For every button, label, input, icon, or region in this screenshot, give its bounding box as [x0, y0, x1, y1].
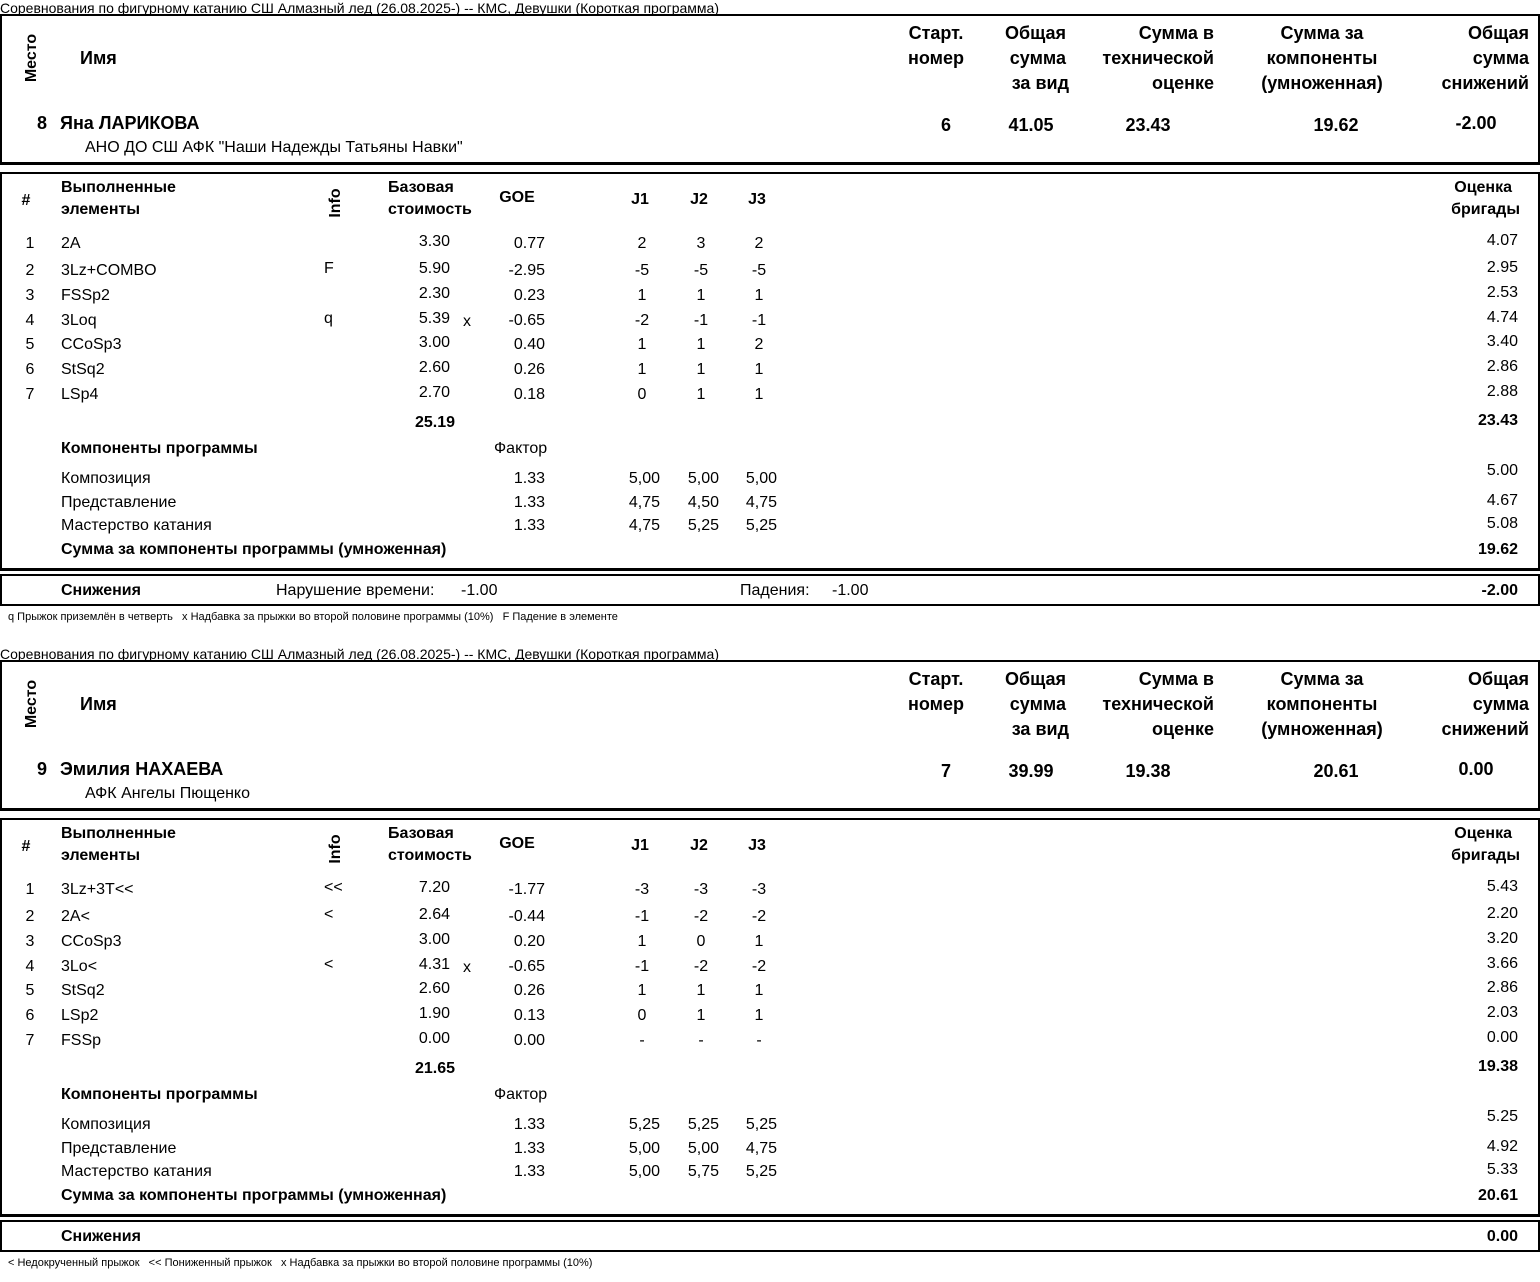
- judge-score: 1: [637, 336, 647, 353]
- element-panel-score: 3.20: [1486, 930, 1518, 947]
- component-score: 4.67: [1486, 492, 1518, 509]
- element-base-value: 3.00: [418, 931, 450, 948]
- element-goe: -0.65: [508, 958, 545, 975]
- judge-score: -3: [634, 881, 650, 898]
- element-goe: -0.44: [508, 908, 545, 925]
- total-score: 41.05: [1008, 115, 1054, 135]
- judge-score: -3: [751, 881, 767, 898]
- deductions-header: Общая: [1467, 669, 1529, 689]
- component-judge-score: 5,00: [745, 470, 777, 487]
- judge-score: 1: [696, 982, 706, 999]
- elements-header: элементы: [61, 201, 140, 218]
- element-base-value: 2.60: [418, 980, 450, 997]
- start-number-header: номер: [908, 48, 964, 68]
- element-number: 1: [25, 881, 35, 898]
- legend: q Прыжок приземлён в четверть x Надбавка за прыжки во второй половине программы (10%) F Падение в элементе: [8, 611, 618, 623]
- element-base-value: 2.70: [418, 384, 450, 401]
- num-header: #: [21, 838, 31, 855]
- panel-header: Оценка: [1454, 825, 1512, 842]
- judge-header: J3: [748, 191, 766, 208]
- element-number: 2: [25, 908, 35, 925]
- info-header: Info: [327, 188, 344, 218]
- start-number: 7: [940, 761, 952, 781]
- tes-header: Сумма в: [1138, 23, 1214, 43]
- judge-score: -2: [693, 958, 709, 975]
- element-number: 3: [25, 933, 35, 950]
- element-bonus-mark: x: [463, 959, 471, 976]
- deductions-header: сумма: [1472, 694, 1529, 714]
- element-base-value: 1.90: [418, 1005, 450, 1022]
- judge-score: 1: [637, 361, 647, 378]
- element-panel-score: 2.20: [1486, 905, 1518, 922]
- judge-score: 1: [696, 386, 706, 403]
- element-goe: 0.26: [513, 361, 545, 378]
- element-info: q: [324, 310, 333, 327]
- total-score-header: за вид: [1011, 719, 1069, 739]
- elements-header: Выполненные: [61, 179, 176, 196]
- judge-header: J3: [748, 837, 766, 854]
- club: АФК Ангелы Пющенко: [85, 785, 251, 802]
- component-judge-score: 5,00: [628, 1163, 660, 1180]
- judge-score: 1: [696, 1007, 706, 1024]
- component-score: 5.33: [1486, 1161, 1518, 1178]
- total-score-header: Общая: [1004, 23, 1066, 43]
- element-name: StSq2: [61, 982, 105, 999]
- element-goe: 0.00: [513, 1032, 545, 1049]
- element-goe: -2.95: [508, 262, 545, 279]
- element-name: 2A: [61, 235, 81, 252]
- element-panel-score: 0.00: [1486, 1029, 1518, 1046]
- tes-header: технической: [1102, 48, 1214, 68]
- element-number: 4: [25, 312, 35, 329]
- judge-score: -5: [634, 262, 650, 279]
- pcs-header: компоненты: [1266, 48, 1378, 68]
- component-name: Мастерство катания: [61, 1163, 212, 1180]
- judge-score: 1: [696, 361, 706, 378]
- tes-header: технической: [1102, 694, 1214, 714]
- component-factor: 1.33: [513, 517, 545, 534]
- element-number: 6: [25, 361, 35, 378]
- pcs-score: 19.62: [1313, 115, 1359, 135]
- element-bonus-mark: x: [463, 313, 471, 330]
- judge-score: -2: [693, 908, 709, 925]
- header-box: [0, 14, 1540, 165]
- rank: 9: [36, 759, 47, 779]
- element-goe: 0.77: [513, 235, 545, 252]
- judge-header: J1: [631, 837, 649, 854]
- element-panel-score: 2.03: [1486, 1004, 1518, 1021]
- judge-header: J1: [631, 191, 649, 208]
- element-number: 1: [25, 235, 35, 252]
- component-name: Представление: [61, 1140, 177, 1157]
- component-judge-score: 5,00: [628, 1140, 660, 1157]
- deduction-value: -1.00: [832, 582, 869, 599]
- deductions-label: Снижения: [61, 1228, 141, 1245]
- judge-header: J2: [690, 191, 708, 208]
- component-judge-score: 5,00: [687, 1140, 719, 1157]
- element-panel-score: 5.43: [1486, 878, 1518, 895]
- element-panel-score: 2.53: [1486, 284, 1518, 301]
- deductions-header: Общая: [1467, 23, 1529, 43]
- legend: < Недокрученный прыжок << Пониженный прыжок x Надбавка за прыжки во второй половине программы (10%): [8, 1257, 593, 1269]
- judge-score: 1: [754, 361, 764, 378]
- judge-score: -1: [634, 958, 650, 975]
- element-panel-score: 2.86: [1486, 979, 1518, 996]
- judge-score: 1: [754, 982, 764, 999]
- pcs-header: (умноженная): [1261, 719, 1383, 739]
- element-number: 5: [25, 336, 35, 353]
- element-name: 2A<: [61, 908, 90, 925]
- element-base-value: 5.39: [418, 310, 450, 327]
- judge-score: 2: [637, 235, 647, 252]
- component-score: 4.92: [1486, 1138, 1518, 1155]
- element-number: 3: [25, 287, 35, 304]
- deductions-header: снижений: [1441, 719, 1529, 739]
- pcs-score: 20.61: [1313, 761, 1359, 781]
- base-total: 25.19: [414, 414, 455, 431]
- judge-score: -1: [751, 312, 767, 329]
- element-goe: -0.65: [508, 312, 545, 329]
- components-title: Компоненты программы: [61, 1086, 258, 1103]
- judge-score: 1: [754, 287, 764, 304]
- num-header: #: [21, 192, 31, 209]
- element-number: 5: [25, 982, 35, 999]
- element-base-value: 3.00: [418, 334, 450, 351]
- elements-total: 19.38: [1477, 1058, 1518, 1075]
- element-name: 3Loq: [61, 312, 97, 329]
- judge-score: 1: [754, 386, 764, 403]
- judge-score: 1: [637, 287, 647, 304]
- element-name: LSp2: [61, 1007, 99, 1024]
- element-goe: 0.23: [513, 287, 545, 304]
- element-number: 4: [25, 958, 35, 975]
- component-name: Мастерство катания: [61, 517, 212, 534]
- start-number-header: Старт.: [908, 669, 964, 689]
- component-judge-score: 5,25: [687, 517, 719, 534]
- element-base-value: 5.90: [418, 260, 450, 277]
- component-factor: 1.33: [513, 494, 545, 511]
- pcs-header: (умноженная): [1261, 73, 1383, 93]
- component-name: Композиция: [61, 1116, 151, 1133]
- deductions-header: сумма: [1472, 48, 1529, 68]
- base-header: стоимость: [388, 847, 472, 864]
- component-judge-score: 4,75: [745, 1140, 777, 1157]
- component-judge-score: 5,25: [745, 1163, 777, 1180]
- elements-header: Выполненные: [61, 825, 176, 842]
- deduction-label: Нарушение времени:: [276, 582, 435, 599]
- deductions-value: 0.00: [1486, 1228, 1518, 1245]
- event-title: Соревнования по фигурному катанию СШ Алмазный лед (26.08.2025-) -- КМС, Девушки (Короткая программа): [0, 0, 719, 16]
- judge-score: -2: [751, 908, 767, 925]
- panel-header: бригады: [1451, 847, 1520, 864]
- tes-header: Сумма в: [1138, 669, 1214, 689]
- component-judge-score: 5,25: [628, 1116, 660, 1133]
- judge-score: 1: [696, 336, 706, 353]
- tes-header: оценке: [1152, 719, 1214, 739]
- base-header: стоимость: [388, 201, 472, 218]
- goe-header: GOE: [499, 835, 535, 852]
- component-factor: 1.33: [513, 1116, 545, 1133]
- element-base-value: 2.30: [418, 285, 450, 302]
- elements-header: элементы: [61, 847, 140, 864]
- base-header: Базовая: [388, 179, 454, 196]
- judge-score: -1: [693, 312, 709, 329]
- component-judge-score: 4,75: [628, 494, 660, 511]
- judge-score: -5: [751, 262, 767, 279]
- judge-score: 2: [754, 235, 764, 252]
- component-factor: 1.33: [513, 470, 545, 487]
- element-name: 3Lo<: [61, 958, 98, 975]
- element-info: <<: [324, 879, 343, 896]
- deductions-box: [0, 1220, 1540, 1252]
- total-score-header: сумма: [1009, 694, 1066, 714]
- element-info: F: [324, 260, 334, 277]
- total-score-header: за вид: [1011, 73, 1069, 93]
- judge-score: 0: [696, 933, 706, 950]
- pcs-header: Сумма за: [1280, 23, 1364, 43]
- judge-score: -5: [693, 262, 709, 279]
- judge-score: 1: [754, 1007, 764, 1024]
- tes-score: 23.43: [1125, 115, 1171, 135]
- tes-header: оценке: [1152, 73, 1214, 93]
- element-name: FSSp: [61, 1032, 102, 1049]
- start-number-header: Старт.: [908, 23, 964, 43]
- deduction-value: -1.00: [461, 582, 498, 599]
- deductions-header: снижений: [1441, 73, 1529, 93]
- element-name: 3Lz+COMBO: [61, 262, 157, 279]
- components-sum-label: Сумма за компоненты программы (умноженная): [61, 541, 447, 558]
- element-number: 7: [25, 386, 35, 403]
- element-panel-score: 3.66: [1486, 955, 1518, 972]
- component-name: Представление: [61, 494, 177, 511]
- element-panel-score: 4.07: [1486, 232, 1518, 249]
- element-number: 7: [25, 1032, 35, 1049]
- deductions-box: [0, 574, 1540, 606]
- element-base-value: 0.00: [418, 1030, 450, 1047]
- element-panel-score: 2.86: [1486, 358, 1518, 375]
- component-judge-score: 4,75: [745, 494, 777, 511]
- judge-score: -2: [634, 312, 650, 329]
- tes-score: 19.38: [1125, 761, 1171, 781]
- element-goe: -1.77: [508, 881, 545, 898]
- name-header: Имя: [80, 694, 117, 714]
- element-name: StSq2: [61, 361, 105, 378]
- judge-score: -1: [634, 908, 650, 925]
- components-sum-label: Сумма за компоненты программы (умноженная): [61, 1187, 447, 1204]
- judge-score: 0: [637, 386, 647, 403]
- component-factor: 1.33: [513, 1163, 545, 1180]
- judge-score: 3: [696, 235, 706, 252]
- name-header: Имя: [80, 48, 117, 68]
- goe-header: GOE: [499, 189, 535, 206]
- header-box: [0, 660, 1540, 811]
- base-header: Базовая: [388, 825, 454, 842]
- element-base-value: 4.31: [418, 956, 450, 973]
- component-judge-score: 5,75: [687, 1163, 719, 1180]
- component-judge-score: 5,00: [687, 470, 719, 487]
- component-score: 5.08: [1486, 515, 1518, 532]
- element-name: CCoSp3: [61, 933, 122, 950]
- judge-score: -: [698, 1032, 704, 1049]
- place-header: Место: [23, 679, 41, 729]
- component-judge-score: 5,00: [628, 470, 660, 487]
- element-panel-score: 4.74: [1486, 309, 1518, 326]
- component-judge-score: 4,75: [628, 517, 660, 534]
- component-score: 5.25: [1486, 1108, 1518, 1125]
- skater-name: Эмилия НАХАЕВА: [60, 759, 224, 779]
- rank: 8: [36, 113, 47, 133]
- component-judge-score: 5,25: [687, 1116, 719, 1133]
- element-goe: 0.26: [513, 982, 545, 999]
- deductions-value: -2.00: [1481, 582, 1518, 599]
- place-header: Место: [23, 33, 41, 83]
- elements-box: [0, 818, 1540, 1217]
- component-judge-score: 4,50: [687, 494, 719, 511]
- element-base-value: 2.60: [418, 359, 450, 376]
- factor-header: Фактор: [494, 440, 548, 457]
- element-info: <: [324, 956, 334, 973]
- element-info: <: [324, 906, 334, 923]
- component-score: 5.00: [1486, 462, 1518, 479]
- element-goe: 0.40: [513, 336, 545, 353]
- judge-score: 0: [637, 1007, 647, 1024]
- judge-score: -2: [751, 958, 767, 975]
- deductions-score: -2.00: [1455, 113, 1497, 133]
- element-panel-score: 2.95: [1486, 259, 1518, 276]
- judge-score: -3: [693, 881, 709, 898]
- panel-header: Оценка: [1454, 179, 1512, 196]
- components-sum: 20.61: [1477, 1187, 1518, 1204]
- info-header: Info: [327, 834, 344, 864]
- element-goe: 0.18: [513, 386, 545, 403]
- pcs-header: компоненты: [1266, 694, 1378, 714]
- element-panel-score: 2.88: [1486, 383, 1518, 400]
- components-title: Компоненты программы: [61, 440, 258, 457]
- element-number: 6: [25, 1007, 35, 1024]
- component-factor: 1.33: [513, 1140, 545, 1157]
- base-total: 21.65: [414, 1060, 455, 1077]
- judge-score: -: [639, 1032, 645, 1049]
- panel-header: бригады: [1451, 201, 1520, 218]
- element-base-value: 3.30: [418, 233, 450, 250]
- start-number-header: номер: [908, 694, 964, 714]
- skater-name: Яна ЛАРИКОВА: [60, 113, 200, 133]
- judge-score: 1: [696, 287, 706, 304]
- element-base-value: 2.64: [418, 906, 450, 923]
- component-judge-score: 5,25: [745, 517, 777, 534]
- element-panel-score: 3.40: [1486, 333, 1518, 350]
- deduction-label: Падения:: [740, 582, 810, 599]
- judge-score: 1: [637, 982, 647, 999]
- component-judge-score: 5,25: [745, 1116, 777, 1133]
- elements-total: 23.43: [1477, 412, 1518, 429]
- club: АНО ДО СШ АФК "Наши Надежды Татьяны Навки": [85, 139, 463, 156]
- element-goe: 0.20: [513, 933, 545, 950]
- elements-box: [0, 172, 1540, 571]
- total-score: 39.99: [1008, 761, 1054, 781]
- judge-score: 1: [754, 933, 764, 950]
- element-base-value: 7.20: [418, 879, 450, 896]
- event-title: Соревнования по фигурному катанию СШ Алмазный лед (26.08.2025-) -- КМС, Девушки (Короткая программа): [0, 646, 719, 662]
- element-name: LSp4: [61, 386, 99, 403]
- judge-score: -: [756, 1032, 762, 1049]
- total-score-header: Общая: [1004, 669, 1066, 689]
- deductions-score: 0.00: [1458, 759, 1494, 779]
- judge-score: 2: [754, 336, 764, 353]
- element-number: 2: [25, 262, 35, 279]
- judge-header: J2: [690, 837, 708, 854]
- element-name: 3Lz+3T<<: [61, 881, 134, 898]
- pcs-header: Сумма за: [1280, 669, 1364, 689]
- element-goe: 0.13: [513, 1007, 545, 1024]
- factor-header: Фактор: [494, 1086, 548, 1103]
- deductions-label: Снижения: [61, 582, 141, 599]
- total-score-header: сумма: [1009, 48, 1066, 68]
- element-name: FSSp2: [61, 287, 110, 304]
- components-sum: 19.62: [1477, 541, 1518, 558]
- element-name: CCoSp3: [61, 336, 122, 353]
- start-number: 6: [940, 115, 952, 135]
- component-name: Композиция: [61, 470, 151, 487]
- judge-score: 1: [637, 933, 647, 950]
